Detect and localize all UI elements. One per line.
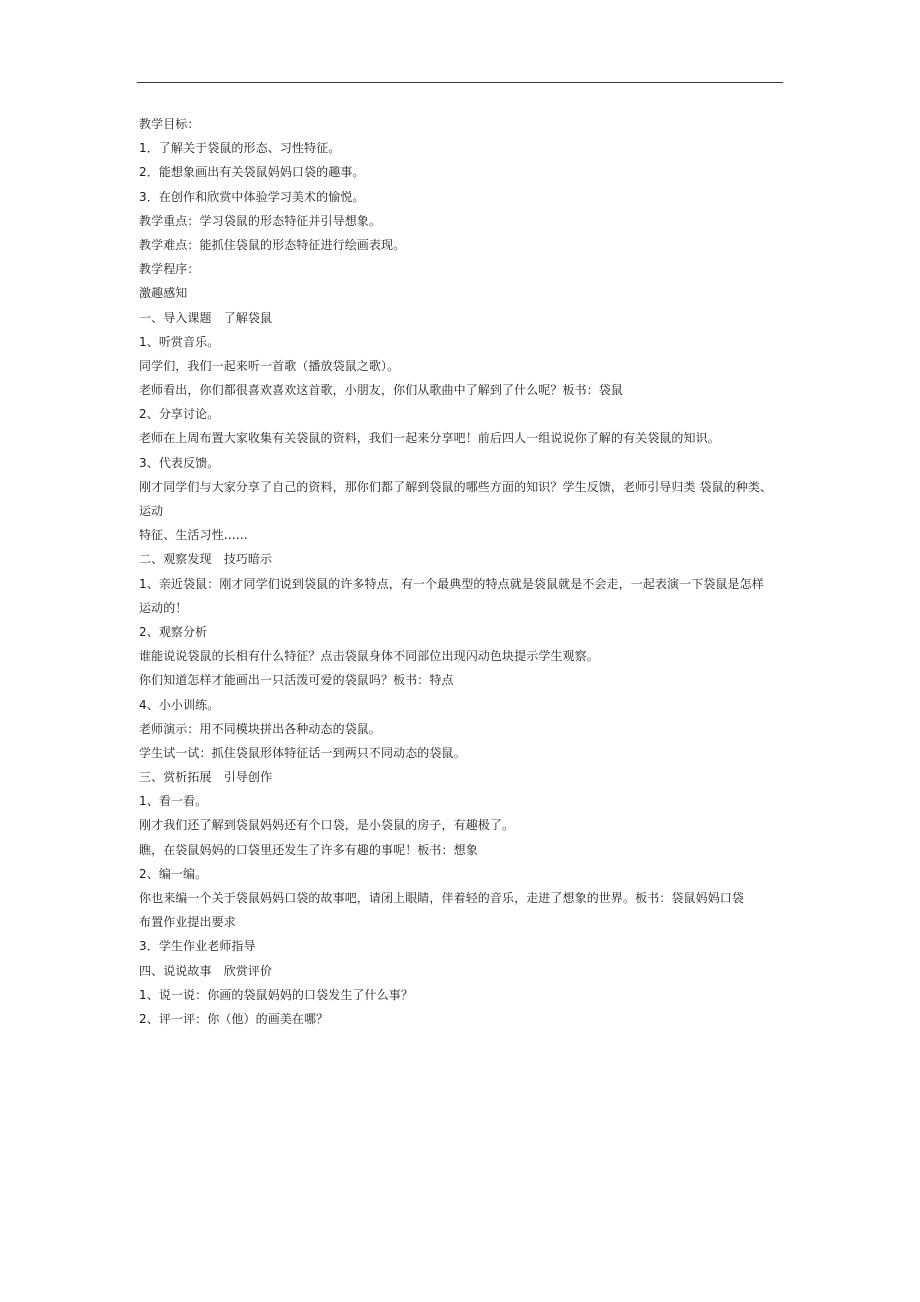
paragraph-line: 刚才同学们与大家分享了自己的资料，那你们都了解到袋鼠的哪些方面的知识？学生反馈，老师引导归类 袋鼠的种类、	[139, 479, 773, 494]
paragraph-line: 瞧，在袋鼠妈妈的口袋里还发生了许多有趣的事呢！板书：想象	[139, 842, 478, 857]
step-item: 2、评一评：你（他）的画美在哪？	[139, 1011, 329, 1026]
paragraph-line: 同学们，我们一起来听一首歌（播放袋鼠之歌）。	[139, 358, 400, 373]
paragraph-line: 运动的！	[139, 600, 188, 615]
objective-item: 2．能想象画出有关袋鼠妈妈口袋的趣事。	[139, 165, 365, 180]
step-item: 1、看一看。	[139, 794, 208, 809]
part-heading: 二、观察发现 技巧暗示	[139, 552, 273, 567]
part-heading: 三、赏析拓展 引导创作	[139, 770, 273, 785]
step-item: 3．学生作业老师指导	[139, 939, 256, 954]
header-rule	[137, 82, 783, 83]
paragraph-line: 老师演示：用不同模块拼出各种动态的袋鼠。	[139, 721, 382, 736]
key-point: 教学重点：学习袋鼠的形态特征并引导想象。	[139, 213, 382, 228]
step-item: 2、观察分析	[139, 624, 208, 639]
subsection-heading: 激趣感知	[139, 286, 188, 301]
difficult-point: 教学难点：能抓住袋鼠的形态特征进行绘画表现。	[139, 237, 406, 252]
step-item: 2、编一编。	[139, 866, 208, 881]
step-item: 2、分享讨论。	[139, 407, 220, 422]
objective-item: 1．了解关于袋鼠的形态、习性特征。	[139, 141, 341, 156]
paragraph-line: 刚才我们还了解到袋鼠妈妈还有个口袋，是小袋鼠的房子，有趣极了。	[139, 818, 515, 833]
step-item: 1、说一说：你画的袋鼠妈妈的口袋发生了什么事？	[139, 987, 413, 1002]
paragraph-line: 谁能说说袋鼠的长相有什么特征？点击袋鼠身体不同部位出现闪动色块提示学生观察。	[139, 649, 599, 664]
step-item: 3、代表反馈。	[139, 455, 220, 470]
section-label-objectives: 教学目标：	[139, 117, 200, 131]
paragraph-line: 学生试一试：抓住袋鼠形体特征话一到两只不同动态的袋鼠。	[139, 745, 466, 760]
paragraph-line: 布置作业提出要求	[139, 915, 236, 930]
paragraph-line: 运动	[139, 504, 164, 518]
step-item: 1、听赏音乐。	[139, 334, 220, 349]
document-body	[139, 112, 789, 1031]
part-heading: 一、导入课题 了解袋鼠	[139, 310, 273, 325]
paragraph-line: 你也来编一个关于袋鼠妈妈口袋的故事吧，请闭上眼睛，伴着轻的音乐，走进了想象的世界。板书：袋鼠妈妈口袋	[139, 891, 745, 905]
part-heading: 四、说说故事 欣赏评价	[139, 963, 273, 978]
objective-item: 3．在创作和欣赏中体验学习美术的愉悦。	[139, 189, 365, 204]
paragraph-line: 老师在上周布置大家收集有关袋鼠的资料，我们一起来分享吧！前后四人一组说说你了解的有关袋鼠的知识。	[139, 431, 720, 446]
paragraph-line: 老师看出，你们都很喜欢喜欢这首歌，小朋友，你们从歌曲中了解到了什么呢？板书：袋鼠	[139, 383, 624, 398]
step-item: 4、小小训练。	[139, 697, 220, 712]
paragraph-line: 你们知道怎样才能画出一只活泼可爱的袋鼠吗？板书：特点	[139, 673, 454, 688]
paragraph-line: 1、亲近袋鼠：刚才同学们说到袋鼠的许多特点，有一个最典型的特点就是袋鼠就是不会走，一起表演一下袋鼠是怎样	[139, 576, 764, 591]
section-label-procedure: 教学程序：	[139, 262, 200, 277]
paragraph-line: 特征、生活习性……	[139, 528, 248, 543]
